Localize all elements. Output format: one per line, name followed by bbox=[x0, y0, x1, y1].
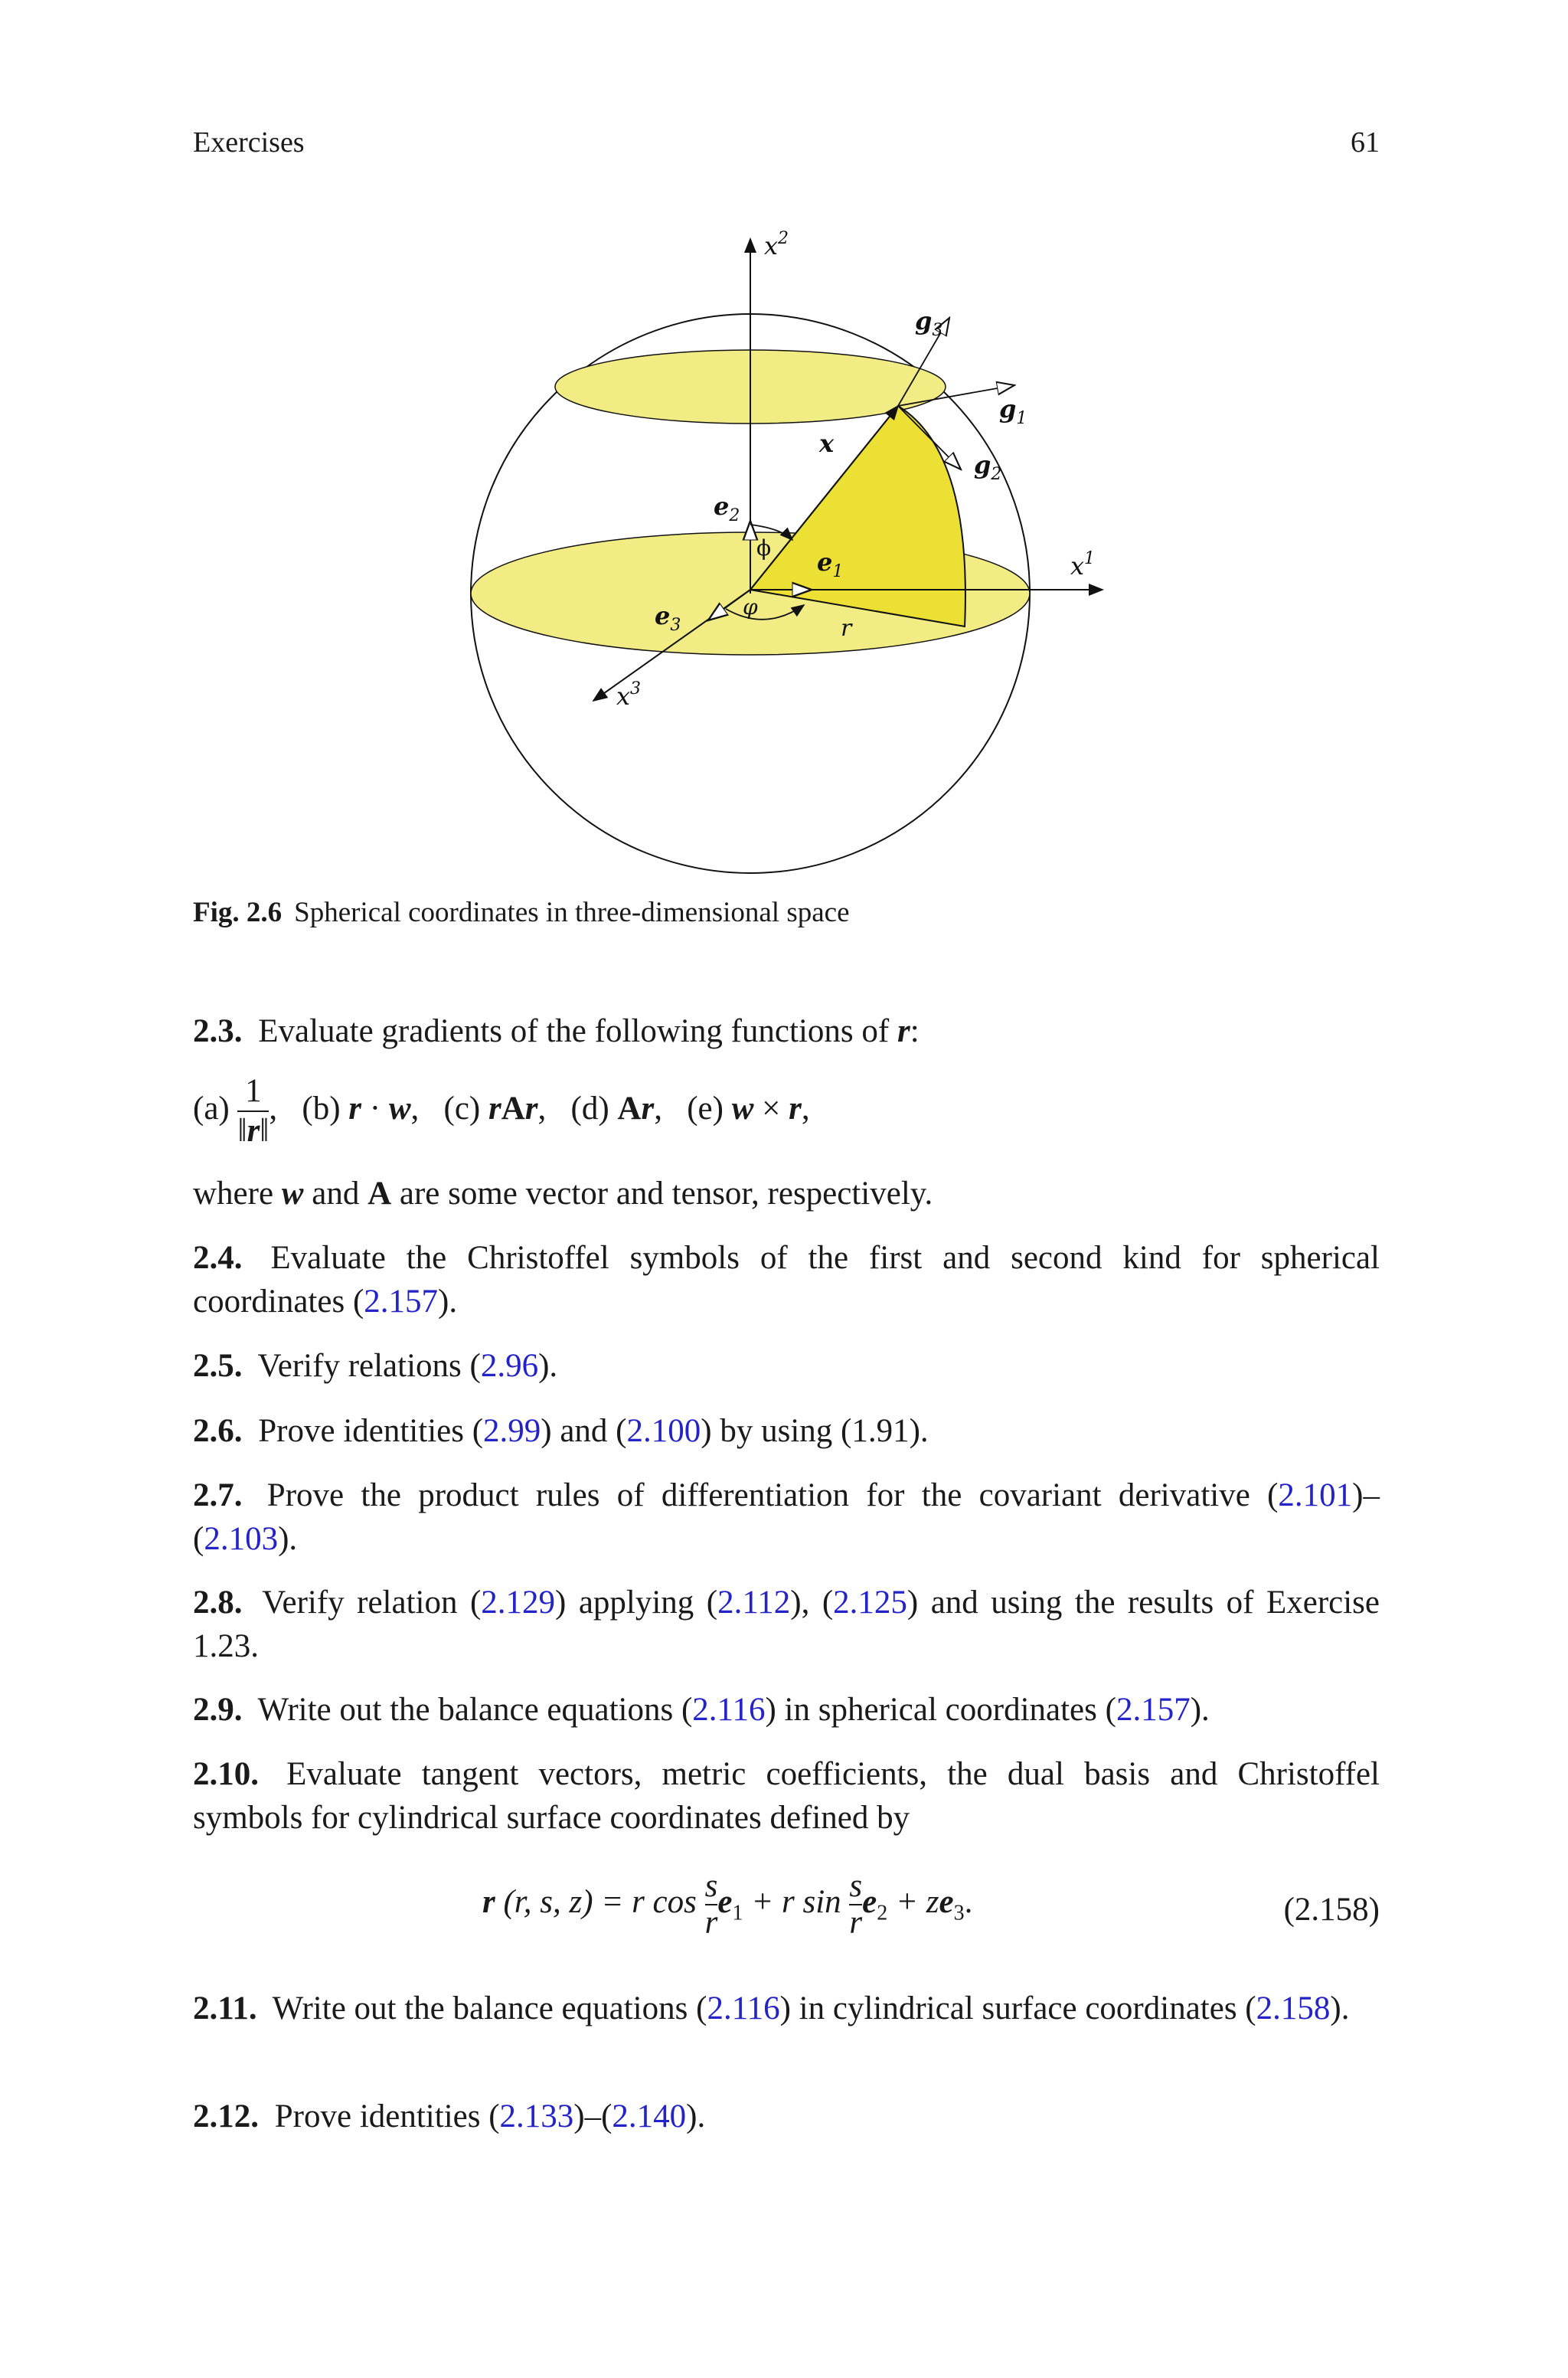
e3-label: e bbox=[655, 601, 671, 630]
reference-link[interactable]: 2.112 bbox=[717, 1585, 791, 1621]
figure-caption-label: Fig. 2.6 bbox=[193, 897, 283, 928]
equation-2-158: r (r, s, z) = r cos $\frac{s}{r}$ $e_1 + r$ sin $\frac{s}{r}$ $e_2 + ze_3$. bbox=[482, 1868, 973, 1941]
svg-text:x2: $x^2$ bbox=[764, 229, 789, 260]
reference-link[interactable]: 2.157 bbox=[364, 1284, 439, 1320]
reference-link[interactable]: 2.158 bbox=[1256, 1990, 1331, 2026]
reference-link[interactable]: 2.157 bbox=[1116, 1692, 1191, 1728]
svg-text:g1: $g_1$ bbox=[999, 394, 1027, 428]
exercise-2-7: 2.7. Prove the product rules of differentiation for the covariant derivative (2.101)–(2.103). bbox=[193, 1477, 1380, 1557]
g1-label: g bbox=[999, 394, 1017, 424]
svg-text:e3: $e_3$ bbox=[655, 601, 681, 635]
reference-link[interactable]: 2.103 bbox=[204, 1521, 279, 1557]
x3-label: x bbox=[616, 682, 631, 711]
reference-link[interactable]: 2.133 bbox=[499, 2098, 574, 2134]
spherical-coordinates-figure bbox=[444, 222, 1133, 881]
g3-label: g bbox=[915, 306, 933, 335]
e1-label: e bbox=[817, 548, 833, 577]
exercise-2-4: 2.4. Evaluate the Christoffel symbols of the first and second kind for spherical coordinates (2.157). bbox=[193, 1240, 1380, 1320]
reference-link[interactable]: 2.101 bbox=[1278, 1477, 1353, 1513]
spherical-wedge bbox=[750, 406, 965, 626]
fraction-one-over-norm-r: $\frac{1}{‖r‖}$ bbox=[237, 1073, 270, 1149]
reference-link[interactable]: 2.129 bbox=[481, 1585, 556, 1621]
exercise-2-9: 2.9. Write out the balance equations (2.116) in spherical coordinates (2.157). bbox=[193, 1692, 1210, 1728]
reference-link[interactable]: 2.100 bbox=[626, 1413, 701, 1449]
x-vector-label: x bbox=[819, 429, 835, 458]
e2-label: e bbox=[714, 492, 730, 521]
phi-label: ϕ bbox=[756, 535, 772, 561]
exercise-2-3-where: where w and A are some vector and tensor, respectively. bbox=[193, 1176, 933, 1212]
reference-link[interactable]: 2.116 bbox=[707, 1990, 780, 2026]
reference-link[interactable]: 2.99 bbox=[483, 1413, 541, 1449]
reference-link[interactable]: 2.125 bbox=[833, 1585, 907, 1621]
reference-link[interactable]: 2.140 bbox=[612, 2098, 687, 2134]
exercise-2-6: 2.6. Prove identities (2.99) and (2.100) by using (1.91). bbox=[193, 1413, 929, 1449]
exercise-2-12: 2.12. Prove identities (2.133)–(2.140). bbox=[193, 2098, 706, 2134]
exercise-2-5: 2.5. Verify relations (2.96). bbox=[193, 1348, 558, 1384]
svg-text:e2: $e_2$ bbox=[714, 492, 740, 525]
x2-label: x bbox=[764, 231, 779, 260]
r-label: r bbox=[841, 615, 852, 642]
exercise-2-11: 2.11. Write out the balance equations (2.116) in cylindrical surface coordinates (2.158). bbox=[193, 1990, 1350, 2026]
svg-text:g2: $g_2$ bbox=[974, 450, 1002, 484]
varphi-label: φ bbox=[743, 594, 758, 620]
reference-link[interactable]: 2.116 bbox=[692, 1692, 766, 1728]
svg-text:e1: $e_1$ bbox=[817, 548, 844, 581]
equation-number: (2.158) bbox=[1283, 1892, 1380, 1928]
gradient-functions-list: (a) $\frac{1}{‖r‖}$ , (b) r · w, (c) rAr, (d) Ar, (e) w × r, bbox=[193, 1073, 810, 1149]
exercise-2-3: 2.3. Evaluate gradients of the following functions of r: bbox=[193, 1013, 920, 1049]
svg-text:x3: $x^3$ bbox=[616, 679, 642, 711]
g2-label: g bbox=[974, 450, 991, 479]
exercise-2-10: 2.10. Evaluate tangent vectors, metric coefficients, the dual basis and Christoffel symbols for cylindrical surface coordinates defined by bbox=[193, 1756, 1380, 1836]
exercise-2-8: 2.8. Verify relation (2.129) applying (2.112), (2.125) and using the results of Exercise 1.23. bbox=[193, 1585, 1380, 1664]
svg-text:g3: $g_3$ bbox=[915, 306, 943, 340]
figure-caption-text: Spherical coordinates in three-dimensional space bbox=[294, 897, 850, 928]
figure-caption bbox=[193, 896, 850, 929]
running-header: Exercises bbox=[193, 126, 305, 159]
x1-label: x bbox=[1070, 551, 1085, 581]
reference-link[interactable]: 2.96 bbox=[480, 1348, 539, 1384]
page-number: 61 bbox=[1351, 126, 1380, 159]
svg-text:x1: $x^1$ bbox=[1070, 549, 1096, 581]
